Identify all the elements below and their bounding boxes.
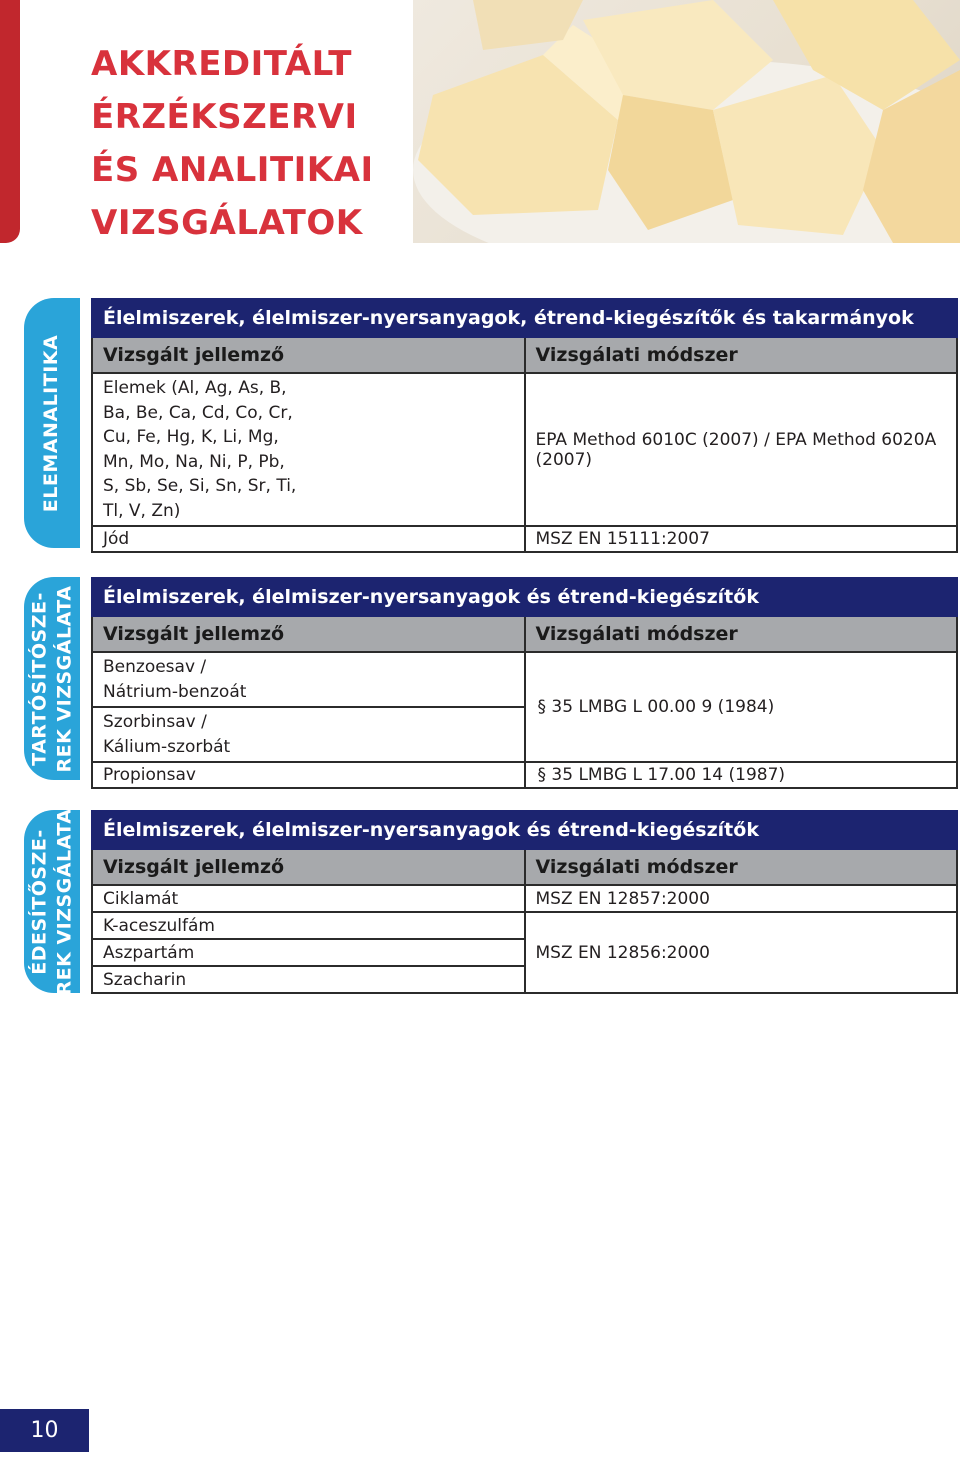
table-row — [92, 652, 957, 707]
side-tab-line: REK VIZSGÁLATA — [53, 807, 76, 996]
cell-line: Kálium-szorbát — [103, 736, 231, 757]
butter-illustration — [413, 0, 960, 243]
cell-line: Nátrium-benzoát — [103, 681, 247, 702]
elements-cell — [92, 373, 525, 526]
side-tab-line: ELEMANALITIKA — [40, 334, 63, 512]
column-header-row — [92, 616, 957, 652]
side-tab-elemanalitika — [24, 298, 80, 548]
method-cell: § 35 LMBG L 17.00 14 (1987) — [525, 762, 958, 788]
cell-line: Cu, Fe, Hg, K, Li, Mg, — [103, 427, 279, 447]
side-tab-label — [40, 334, 65, 511]
column-header-method: Vizsgálati módszer — [525, 337, 958, 373]
feature-cell: Szacharin — [92, 966, 525, 993]
table-row — [92, 526, 957, 552]
title-line-2: ÉRZÉKSZERVI — [91, 97, 358, 137]
feature-cell: Jód — [92, 526, 525, 552]
cell-line: Szorbinsav / — [103, 712, 207, 732]
side-tab-label — [27, 585, 77, 772]
column-header-row — [92, 337, 957, 373]
table-row — [92, 912, 957, 939]
method-cell: MSZ EN 15111:2007 — [525, 526, 958, 552]
column-header-method: Vizsgálati módszer — [525, 616, 958, 652]
page-number: 10 — [0, 1409, 89, 1452]
title-line-1: AKKREDITÁLT — [91, 44, 352, 84]
column-header-feature: Vizsgált jellemző — [92, 849, 525, 885]
table-header-row — [92, 578, 957, 616]
table-header: Élelmiszerek, élelmiszer-nyersanyagok és étrend-kiegészítők — [92, 811, 957, 849]
cell-line: Tl, V, Zn) — [103, 500, 181, 521]
side-tab-edesitoszerek — [24, 807, 80, 996]
elemanalitika-table — [91, 298, 958, 553]
column-header-row — [92, 849, 957, 885]
cell-line: S, Sb, Se, Si, Sn, Sr, Ti, — [103, 476, 297, 496]
table-row — [92, 762, 957, 788]
method-cell: MSZ EN 12856:2000 — [525, 912, 958, 993]
side-tab-line: ÉDESÍTŐSZE- — [28, 828, 51, 975]
feature-cell: K-aceszulfám — [92, 912, 525, 939]
method-cell: EPA Method 6010C (2007) / EPA Method 6020A (2007) — [525, 373, 958, 526]
column-header-feature: Vizsgált jellemző — [92, 337, 525, 373]
table-header: Élelmiszerek, élelmiszer-nyersanyagok, étrend-kiegészítők és takarmányok — [92, 299, 957, 337]
title-line-3: ÉS ANALITIKAI — [91, 150, 374, 190]
side-tab-line: TARTÓSÍTÓSZE- — [28, 591, 51, 766]
tartositoszerek-table — [91, 577, 958, 789]
table-row — [92, 373, 957, 526]
table-header-row — [92, 299, 957, 337]
method-cell: MSZ EN 12857:2000 — [525, 885, 958, 912]
cell-line: Elemek (Al, Ag, As, B, — [103, 378, 287, 398]
cell-line: Mn, Mo, Na, Ni, P, Pb, — [103, 451, 285, 472]
feature-cell — [92, 707, 525, 762]
cell-line: Benzoesav / — [103, 657, 207, 677]
column-header-method: Vizsgálati módszer — [525, 849, 958, 885]
page-title — [91, 38, 374, 250]
side-tab-tartositoszerek — [24, 577, 80, 780]
table-row — [92, 885, 957, 912]
feature-cell: Aszpartám — [92, 939, 525, 966]
feature-cell: Ciklamát — [92, 885, 525, 912]
red-accent-bar — [0, 0, 20, 243]
butter-photo — [413, 0, 960, 243]
feature-cell: Propionsav — [92, 762, 525, 788]
edesitoszerek-table — [91, 810, 958, 994]
side-tab-line: REK VIZSGÁLATA — [53, 584, 76, 773]
feature-cell — [92, 652, 525, 707]
method-cell: § 35 LMBG L 00.00 9 (1984) — [525, 652, 958, 762]
column-header-feature: Vizsgált jellemző — [92, 616, 525, 652]
table-header-row — [92, 811, 957, 849]
title-line-4: VIZSGÁLATOK — [91, 203, 363, 243]
cell-line: Ba, Be, Ca, Cd, Co, Cr, — [103, 402, 293, 423]
table-header: Élelmiszerek, élelmiszer-nyersanyagok és étrend-kiegészítők — [92, 578, 957, 616]
side-tab-label — [27, 808, 77, 995]
